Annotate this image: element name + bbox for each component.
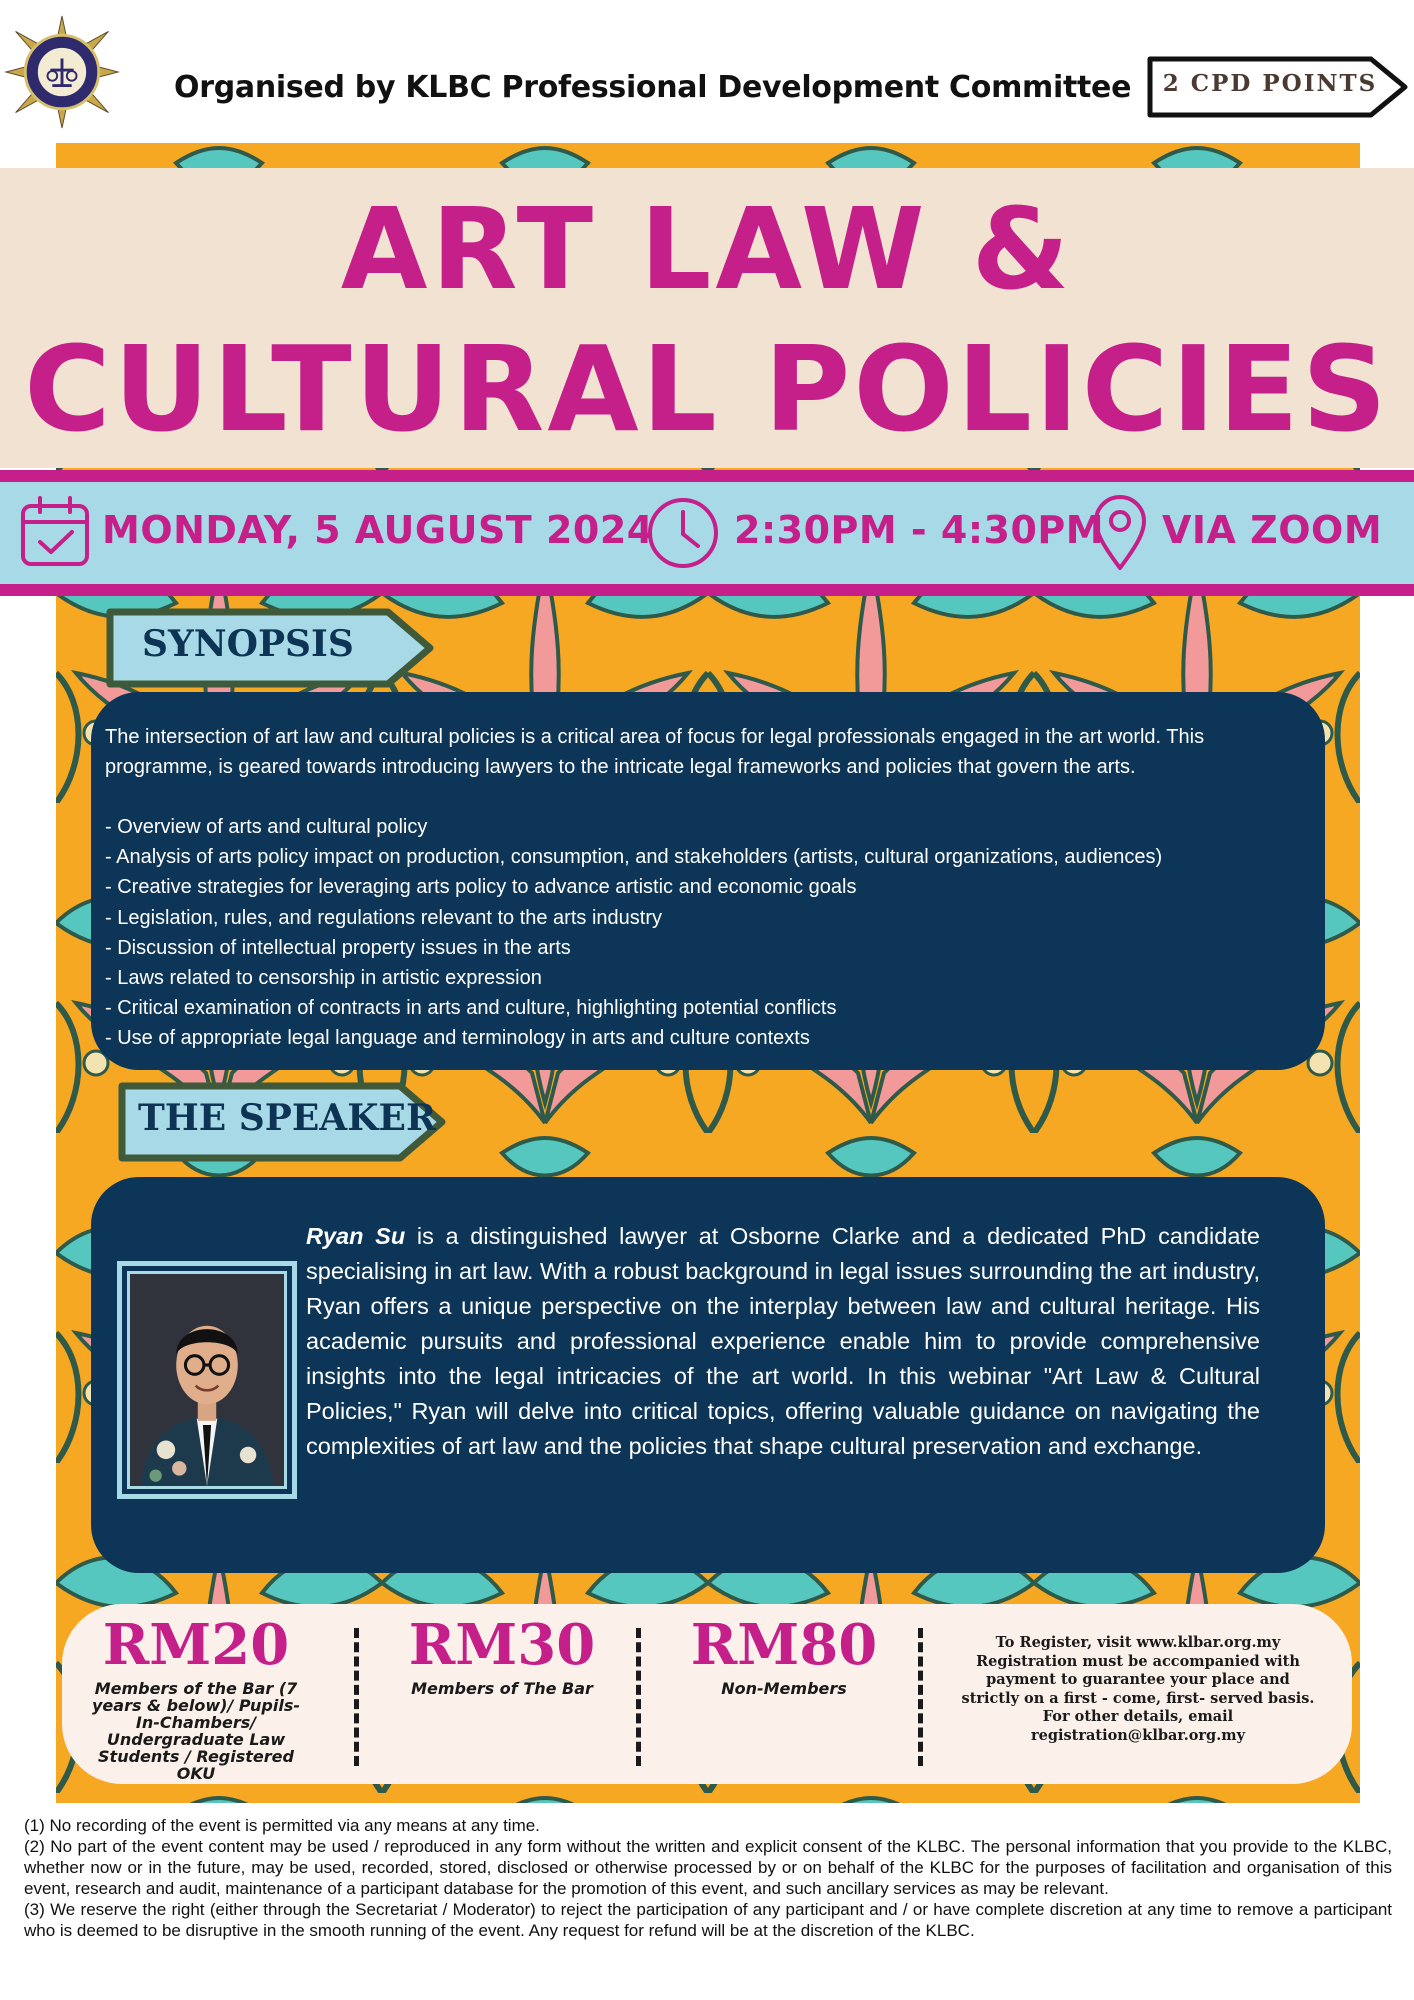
event-title-line-1: ART LAW &: [340, 185, 1074, 315]
list-item: - Overview of arts and cultural policy: [105, 816, 428, 838]
list-item: - Analysis of arts policy impact on production, consumption, and stakeholders (artists, cultural organizations, audiences): [105, 846, 1163, 869]
list-item: - Use of appropriate legal language and terminology in arts and culture contexts: [105, 1027, 810, 1050]
registration-line: payment to guarantee your place and: [986, 1671, 1290, 1688]
map-pin-icon: [1092, 494, 1148, 572]
fee-divider: [918, 1628, 923, 1766]
registration-line: For other details, email: [1042, 1708, 1234, 1725]
synopsis-intro: The intersection of art law and cultural policies is a critical area of focus for legal professionals engaged in the art world. This programme, is geared towards introducing lawyers to the intricate legal frameworks and policies that govern the arts.: [105, 726, 1205, 778]
organiser-text: Organised by KLBC Professional Development Committee: [174, 70, 1132, 105]
speaker-name: Ryan Su: [306, 1223, 406, 1249]
cpd-points-badge: 2 CPD POINTS: [1162, 70, 1378, 97]
registration-line: strictly on a first - come, first- served basis.: [961, 1689, 1315, 1707]
event-time: 2:30PM - 4:30PM: [734, 508, 1105, 552]
fee-option-rm20: [82, 1610, 310, 1782]
synopsis-heading: SYNOPSIS: [142, 623, 354, 665]
list-item: - Discussion of intellectual property issues in the arts: [105, 936, 571, 959]
fee-price: RM80: [690, 1612, 878, 1678]
fee-option-rm80: [662, 1610, 906, 1697]
speaker-bio: is a distinguished lawyer at Osborne Clarke and a dedicated PhD candidate specialising in art law. With a robust background in legal issues surrounding the art industry, Ryan offers a unique perspective on the interplay between law and cultural heritage. His academic pursuits and professional experience enable him to provide comprehensive insights into the legal intricacies of the art world. In this webinar "Art Law & Cultural Policies," Ryan will delve into critical topics, offering valuable guidance on navigating the complexities of art law and the policies that shape cultural preservation and exchange.: [306, 1223, 1260, 1459]
speaker-panel: [91, 1177, 1325, 1573]
calendar-check-icon: [18, 494, 92, 568]
klbc-logo: [4, 14, 120, 130]
fee-divider: [636, 1628, 641, 1766]
note-item: (1) No recording of the event is permitted via any means at any time.: [24, 1816, 540, 1835]
list-item: - Creative strategies for leveraging arts policy to advance artistic and economic goals: [105, 876, 857, 899]
fee-description: Members of The Bar: [411, 1679, 593, 1698]
fee-description: Non-Members: [721, 1679, 847, 1698]
list-item: - Critical examination of contracts in arts and culture, highlighting potential conflicts: [105, 997, 837, 1020]
terms-notes: [24, 1815, 1392, 1941]
fee-price: RM30: [408, 1612, 596, 1678]
note-item: (2) No part of the event content may be used / reproduced in any form without the written and explicit consent of the KLBC. The personal information that you provide to the KLBC, whether now or in the future, may be used, recorded, stored, disclosed or otherwise processed by or on behalf of the KLBC for the purposes of facilitation and organisation of this event, research and audit, maintenance of a participant database for the promotion of this event, and such ancillary services as may be relevant.: [24, 1837, 1392, 1898]
registration-info: [932, 1634, 1344, 1745]
fee-option-rm30: [380, 1610, 624, 1697]
fee-description: Members of the Bar (7 years & below)/ Pupils-In-Chambers/ Undergraduate Law Students / Registered OKU: [91, 1679, 300, 1783]
synopsis-panel: [91, 692, 1325, 1070]
event-venue: VIA ZOOM: [1162, 508, 1383, 552]
registration-line: Registration must be accompanied with: [976, 1652, 1300, 1670]
clock-icon: [646, 496, 720, 570]
event-title-line-2: CULTURAL POLICIES: [24, 320, 1390, 458]
registration-line: To Register, visit www.klbar.org.my: [995, 1634, 1281, 1651]
registration-email: registration@klbar.org.my: [1030, 1726, 1246, 1744]
list-item: - Legislation, rules, and regulations relevant to the arts industry: [105, 906, 662, 929]
synopsis-topic-list: [105, 812, 1311, 1054]
speaker-photo-frame: [117, 1261, 297, 1499]
fee-price: RM20: [102, 1612, 290, 1678]
speaker-bio-paragraph: [306, 1219, 1260, 1464]
note-item: (3) We reserve the right (either through the Secretariat / Moderator) to reject the participation of any participant and / or have complete discretion at any time to remove a participant who is deemed to be disruptive in the smooth running of the event. Any request for refund will be at the discretion of the KLBC.: [24, 1900, 1392, 1940]
list-item: - Laws related to censorship in artistic expression: [105, 967, 542, 990]
fees-panel: [62, 1604, 1352, 1784]
event-date: MONDAY, 5 AUGUST 2024: [102, 508, 654, 552]
speaker-photo: [127, 1271, 287, 1489]
fee-divider: [354, 1628, 359, 1766]
speaker-heading: THE SPEAKER: [138, 1097, 436, 1139]
